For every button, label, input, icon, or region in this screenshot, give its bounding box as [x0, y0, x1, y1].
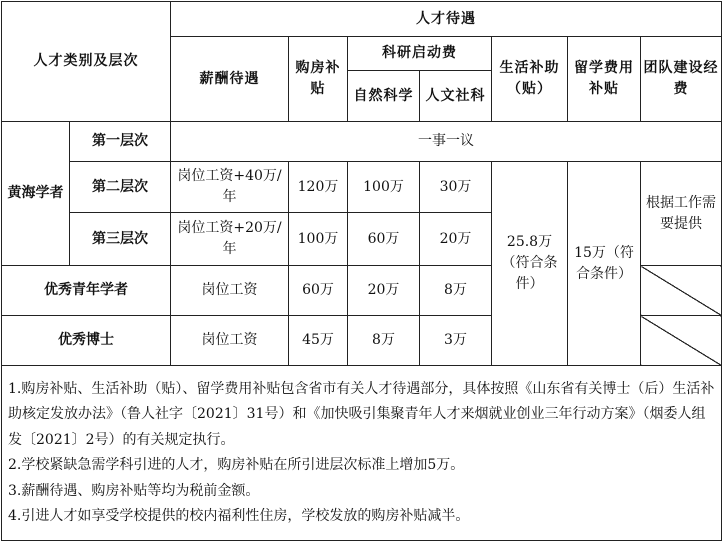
note-1: 1.购房补贴、生活补助（贴）、留学费用补贴包含省市有关人才待遇部分，具体按照《山东省有关博士（后）生活补助核定发放办法》（鲁人社字〔2021〕31号）和《加快吸引集聚青年人才来烟就业创业三年行动方案》（烟委人组发〔2021〕2号）的有关规定执行。	[8, 380, 715, 448]
level3-natural: 60万	[348, 213, 420, 266]
note-4: 4.引进人才如享受学校提供的校内福利性住房，学校发放的购房补贴减半。	[8, 508, 470, 524]
level1-label: 第一层次	[70, 122, 171, 162]
team-empty-phd	[641, 316, 722, 366]
level3-humanities: 20万	[420, 213, 492, 266]
study-value: 15万（符合条件）	[568, 162, 641, 366]
note-2: 2.学校紧缺急需学科引进的人才，购房补贴在所引进层次标准上增加5万。	[8, 457, 465, 473]
level3-housing: 100万	[289, 213, 348, 266]
header-humanities: 人文社科	[420, 71, 492, 122]
level1-negotiable: 一事一议	[171, 122, 722, 162]
header-category: 人才类别及层次	[2, 2, 171, 122]
talent-benefits-table	[1, 1, 722, 541]
header-team: 团队建设经费	[641, 37, 722, 122]
level3-label: 第三层次	[70, 213, 171, 266]
notes-cell	[2, 366, 722, 541]
level2-salary: 岗位工资+40万/年	[171, 162, 289, 213]
phd-humanities: 3万	[420, 316, 492, 366]
header-natural-science: 自然科学	[348, 71, 420, 122]
youth-natural: 20万	[348, 266, 420, 316]
header-living: 生活补助（贴）	[492, 37, 568, 122]
youth-salary: 岗位工资	[171, 266, 289, 316]
header-housing: 购房补贴	[289, 37, 348, 122]
phd-natural: 8万	[348, 316, 420, 366]
youth-housing: 60万	[289, 266, 348, 316]
header-study-abroad: 留学费用补贴	[568, 37, 641, 122]
header-research: 科研启动费	[348, 37, 492, 71]
living-value: 25.8万（符合条件）	[492, 162, 568, 366]
team-empty-youth	[641, 266, 722, 316]
level2-humanities: 30万	[420, 162, 492, 213]
level3-salary: 岗位工资+20万/年	[171, 213, 289, 266]
huanghai-label: 黄海学者	[2, 122, 70, 266]
youth-humanities: 8万	[420, 266, 492, 316]
level2-housing: 120万	[289, 162, 348, 213]
level2-natural: 100万	[348, 162, 420, 213]
header-treatment: 人才待遇	[171, 2, 722, 37]
phd-label: 优秀博士	[2, 316, 171, 366]
level2-label: 第二层次	[70, 162, 171, 213]
phd-housing: 45万	[289, 316, 348, 366]
header-salary: 薪酬待遇	[171, 37, 289, 122]
team-value: 根据工作需要提供	[641, 162, 722, 266]
youth-label: 优秀青年学者	[2, 266, 171, 316]
phd-salary: 岗位工资	[171, 316, 289, 366]
note-3: 3.薪酬待遇、购房补贴等均为税前金额。	[8, 482, 260, 499]
